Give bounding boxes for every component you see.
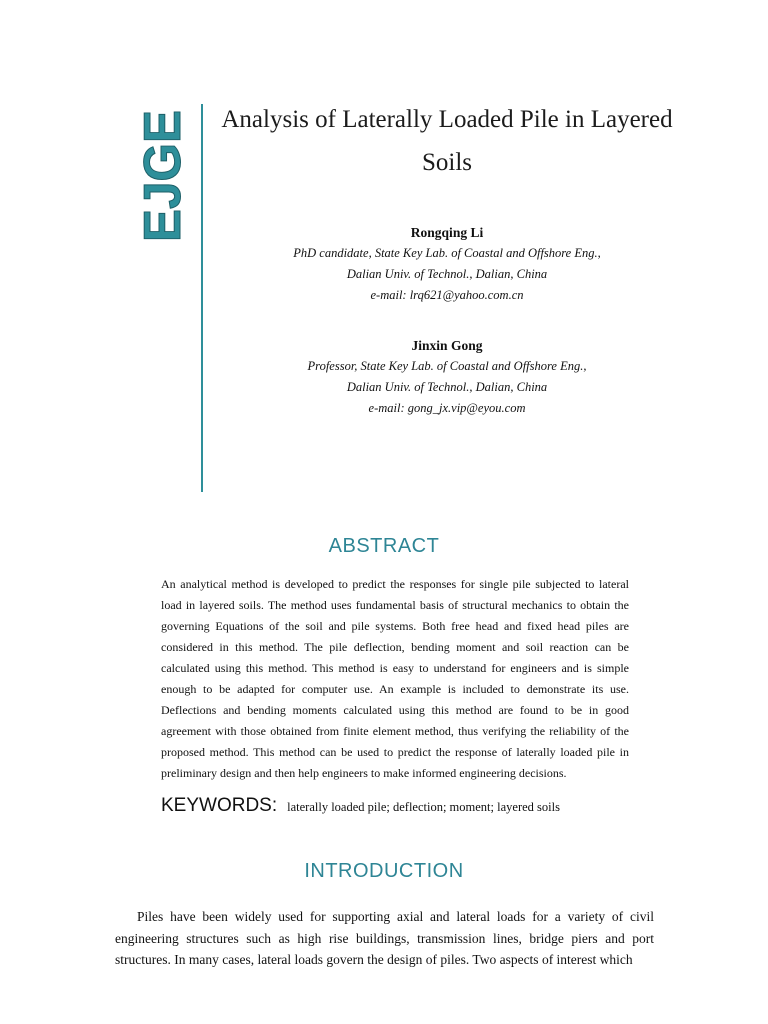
author-email: e-mail: gong_jx.vip@eyou.com [368, 401, 526, 415]
logo-text: EJGE [134, 103, 192, 242]
keywords-line [161, 795, 641, 817]
author-affiliation: PhD candidate, State Key Lab. of Coastal and Offshore Eng., [293, 246, 601, 260]
introduction-heading: INTRODUCTION [304, 860, 464, 882]
author-affiliation: Dalian Univ. of Technol., Dalian, China [346, 380, 548, 394]
author-affiliation: Dalian Univ. of Technol., Dalian, China [346, 267, 548, 281]
introduction-body: Piles have been widely used for supporting axial and lateral loads for a variety of civil engineering structures such as high rise buildings, transmission lines, bridge piers and port structures. In many cases, lateral loads govern the design of piles. Two aspects of interest which [115, 909, 654, 967]
header-divider-line [201, 104, 203, 492]
ejge-logo [134, 103, 192, 244]
abstract-body: An analytical method is developed to predict the responses for single pile subjected to lateral load in layered soils. The method uses fundamental basis of structural mechanics to obtain the governing Equations of the soil and pile systems. Both free head and fixed head piles are considered in this method. The pile deflection, bending moment and soil reaction can be calculated using this method. This method is easy to understand for engineers and is simple enough to be adapted for computer use. An example is included to demonstrate its use. Deflections and bending moments calculated using this method are found to be in good agreement with those obtained from finite element method, thus verifying the reliability of the proposed method. This method can be used to predict the response of laterally loaded pile in preliminary design and then help engineers to make informed engineering decisions. [161, 577, 629, 780]
keywords-label: KEYWORDS: [161, 795, 278, 816]
author-email: e-mail: lrq621@yahoo.com.cn [370, 288, 524, 302]
author-name: Jinxin Gong [411, 338, 483, 353]
keywords-text: laterally loaded pile; deflection; moment; layered soils [287, 800, 560, 814]
abstract-heading: ABSTRACT [328, 535, 440, 557]
author-block-1 [215, 222, 679, 306]
author-name: Rongqing Li [410, 225, 484, 240]
author-affiliation: Professor, State Key Lab. of Coastal and Offshore Eng., [307, 359, 587, 373]
author-block-2 [215, 335, 679, 419]
paper-title: Analysis of Laterally Loaded Pile in Layered Soils [221, 106, 673, 176]
